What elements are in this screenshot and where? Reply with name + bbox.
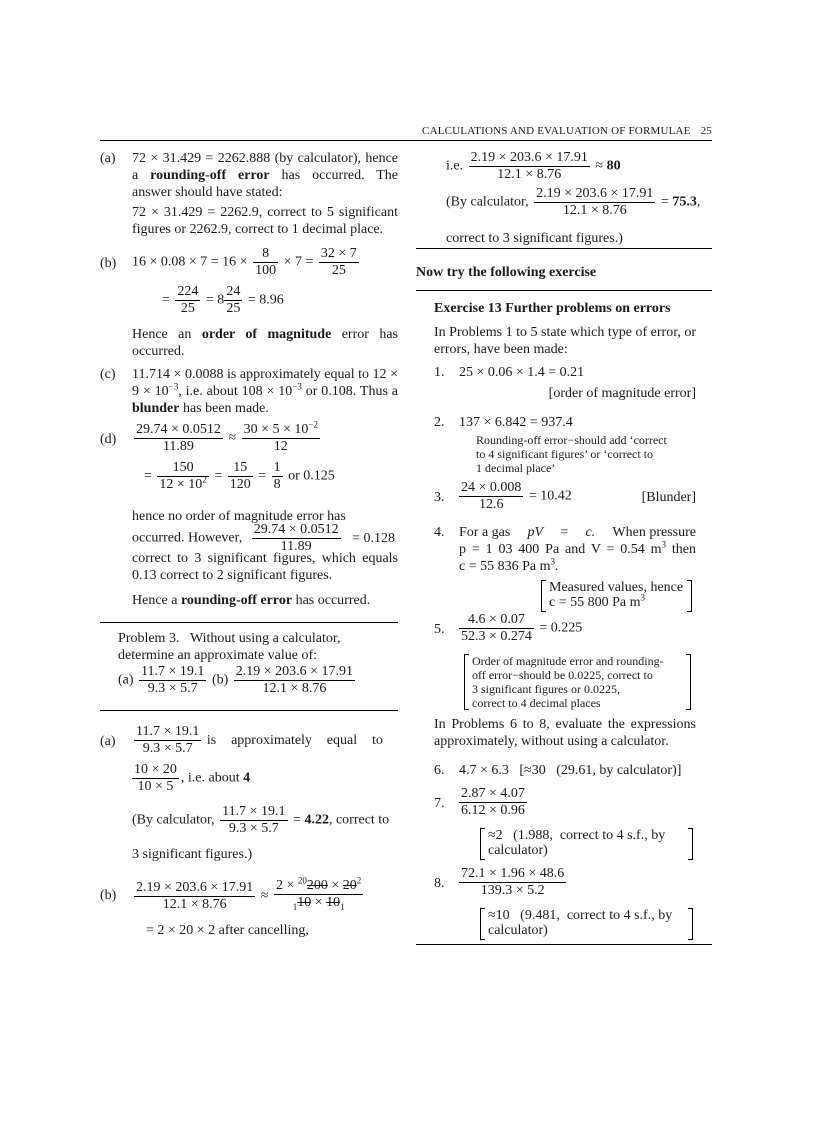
label: (b) bbox=[211, 672, 229, 688]
bold-result: 75.3 bbox=[672, 194, 697, 210]
eq-text: 16 × 0.08 × 7 = 16 × bbox=[132, 254, 248, 270]
numerator: 15 bbox=[233, 460, 248, 475]
denominator bbox=[157, 476, 208, 493]
text: is approximately equal to bbox=[206, 732, 383, 748]
running-header bbox=[0, 123, 712, 140]
section-rule bbox=[100, 710, 398, 711]
fraction bbox=[242, 419, 320, 455]
eq-text: = bbox=[293, 812, 305, 828]
item-number: 3. bbox=[434, 490, 445, 505]
cancelled-term: 20 bbox=[342, 878, 357, 893]
problem-title: Problem 3. bbox=[118, 631, 180, 646]
bold-term: order of magnitude bbox=[201, 327, 332, 342]
item-answer: calculator) bbox=[488, 923, 548, 938]
equation-line bbox=[132, 419, 398, 455]
denominator: 12.1 × 8.76 bbox=[134, 896, 255, 913]
equation-line bbox=[132, 724, 398, 757]
eq-text: = 10.42 bbox=[528, 488, 572, 504]
exponent: −3 bbox=[168, 381, 179, 392]
text: Without using a calculator, determine an approximate value of: bbox=[118, 631, 341, 663]
exponent: 2 bbox=[202, 474, 207, 485]
item-number: 1. bbox=[434, 365, 445, 380]
equation-line bbox=[144, 460, 398, 493]
numerator: 29.74 × 0.0512 bbox=[253, 522, 339, 537]
text: . bbox=[555, 559, 559, 574]
bold-result: 80 bbox=[606, 158, 621, 174]
item-answer: ≈2 (1.988, correct to 4 s.f., by bbox=[488, 828, 666, 843]
text: When pressure bbox=[612, 525, 696, 540]
fraction bbox=[459, 612, 534, 645]
numerator: 10 × 20 bbox=[134, 762, 177, 777]
eq-text: = bbox=[258, 468, 267, 484]
text: (By calculator, bbox=[446, 194, 529, 210]
header-rule bbox=[100, 140, 712, 141]
fraction bbox=[459, 786, 527, 819]
numerator: 224 bbox=[177, 284, 199, 299]
denominator: 9.3 × 5.7 bbox=[139, 680, 206, 697]
stated-answer: 72 × 31.429 = 2262.9, correct to 5 significant figures or 2262.9, correct to 1 decimal place. bbox=[132, 205, 398, 237]
eq-text: = 8.96 bbox=[247, 292, 284, 308]
item-answer: Measured values, hence bbox=[549, 580, 684, 595]
fraction bbox=[139, 664, 206, 697]
numerator: 29.74 × 0.0512 bbox=[136, 422, 221, 437]
item-answer: to 4 significant figures’ or ‘correct to bbox=[476, 447, 654, 461]
denominator bbox=[274, 894, 363, 915]
item-text: 4.7 × 6.3 [≈30 (29.61, by calculator)] bbox=[459, 763, 682, 778]
approx-sign: ≈ bbox=[260, 888, 269, 904]
text: c = 55 800 Pa m bbox=[549, 595, 641, 610]
math-var: c. bbox=[585, 525, 596, 540]
item-text: 25 × 0.06 × 1.4 = 0.21 bbox=[459, 365, 585, 380]
text: or 0.108. Thus a bbox=[301, 384, 398, 399]
text: correct to 3 significant figures.) bbox=[446, 231, 623, 246]
fraction bbox=[157, 460, 208, 493]
denominator: 12 bbox=[242, 438, 320, 455]
text: Hence a bbox=[132, 593, 181, 608]
text: 3 significant figures.) bbox=[132, 847, 253, 862]
denominator: 9.3 × 5.7 bbox=[134, 740, 201, 757]
denominator: 11.89 bbox=[252, 538, 341, 555]
item-label: (c) bbox=[100, 367, 116, 382]
text: = bbox=[560, 525, 569, 540]
eq-text: or 0.125 bbox=[288, 468, 335, 484]
bracket-left bbox=[541, 580, 546, 612]
equation-line bbox=[459, 612, 712, 645]
approx-sign: ≈ bbox=[595, 158, 607, 174]
bold-term: rounding-off error bbox=[180, 593, 293, 608]
item-text: 137 × 6.842 = 937.4 bbox=[459, 415, 573, 430]
solution-text bbox=[132, 366, 398, 417]
denominator: 12.1 × 8.76 bbox=[234, 680, 355, 697]
exponent: −3 bbox=[292, 381, 302, 392]
item-answer: Rounding-off error−should add ‘correct bbox=[476, 433, 667, 447]
item-answer: ≈10 (9.481, correct to 4 s.f., by bbox=[488, 908, 673, 923]
cancelled-term: 10 bbox=[297, 895, 312, 910]
item-number: 8. bbox=[434, 876, 445, 891]
text: i.e. bbox=[446, 158, 464, 174]
text: c = 55 836 Pa m bbox=[459, 559, 551, 574]
fraction bbox=[132, 762, 179, 795]
numerator: 2.19 × 203.6 × 17.91 bbox=[136, 879, 254, 895]
section-rule bbox=[100, 622, 398, 623]
item-number: 4. bbox=[434, 525, 445, 540]
exercise-title: Exercise 13 Further problems on errors bbox=[434, 301, 671, 316]
numerator bbox=[242, 419, 320, 438]
numerator: 150 bbox=[172, 460, 194, 475]
item-number: 6. bbox=[434, 763, 445, 778]
item-answer: [order of magnitude error] bbox=[548, 386, 696, 401]
text: 12 × 10 bbox=[159, 477, 203, 492]
numerator: 4.6 × 0.07 bbox=[468, 612, 525, 627]
numerator: 8 bbox=[262, 246, 270, 261]
equation-line bbox=[459, 786, 712, 819]
text: 30 × 5 × 10 bbox=[243, 422, 309, 437]
approx-sign: ≈ bbox=[228, 430, 237, 446]
denominator: 6.12 × 0.96 bbox=[461, 803, 525, 818]
exponent: 3 bbox=[550, 556, 555, 567]
bracket-left bbox=[480, 908, 485, 940]
denominator: 100 bbox=[255, 263, 277, 278]
bracket-left bbox=[480, 828, 485, 860]
text: , bbox=[696, 194, 701, 210]
item-label: (b) bbox=[100, 888, 117, 903]
item-text-line bbox=[459, 541, 696, 558]
denominator: 139.3 × 5.2 bbox=[459, 882, 566, 899]
equation-line bbox=[459, 866, 712, 899]
bold-result: 4 bbox=[243, 770, 251, 786]
text: 2 × bbox=[275, 878, 298, 893]
denominator: 12.6 bbox=[459, 496, 523, 513]
numerator: 1 bbox=[273, 460, 281, 475]
bold-term: rounding-off error bbox=[150, 168, 270, 183]
numerator: 24 bbox=[226, 284, 241, 299]
text: error has occurred. bbox=[132, 327, 398, 359]
item-answer: 3 significant figures or 0.0225, bbox=[472, 682, 620, 696]
cancel-result: 20 bbox=[297, 875, 307, 886]
cancel-result: 1 bbox=[292, 901, 298, 912]
item-answer bbox=[549, 594, 712, 611]
eq-text: = bbox=[660, 194, 673, 210]
eq-text: = bbox=[214, 468, 223, 484]
item-answer: Order of magnitude error and rounding- bbox=[472, 654, 664, 668]
item-answer: off error−should be 0.0225, correct to bbox=[472, 668, 653, 682]
denominator: 25 bbox=[226, 301, 241, 316]
text: , correct to bbox=[328, 812, 390, 828]
item-answer: 1 decimal place’ bbox=[476, 461, 556, 475]
eq-text: = 8 bbox=[205, 292, 225, 308]
item-answer: calculator) bbox=[488, 843, 548, 858]
cancelled-term: 10 bbox=[326, 895, 341, 910]
header-title: CALCULATIONS AND EVALUATION OF FORMULAE bbox=[422, 125, 691, 137]
equation-line bbox=[132, 246, 398, 279]
fraction bbox=[134, 422, 223, 455]
numerator: 2.19 × 203.6 × 17.91 bbox=[235, 664, 354, 679]
text: × bbox=[311, 895, 327, 910]
fraction bbox=[224, 284, 242, 317]
fraction bbox=[220, 804, 287, 837]
denominator: 52.3 × 0.274 bbox=[461, 629, 532, 644]
text: Hence an bbox=[132, 327, 202, 342]
equation-line bbox=[132, 762, 398, 795]
eq-text: = bbox=[162, 292, 170, 308]
now-try-heading: Now try the following exercise bbox=[416, 265, 597, 280]
denominator: 8 bbox=[273, 477, 281, 492]
section-rule bbox=[416, 248, 712, 249]
bracket-left bbox=[464, 654, 469, 710]
numerator: 2.87 × 4.07 bbox=[461, 786, 525, 801]
exponent: 3 bbox=[661, 539, 667, 550]
denominator: 12.1 × 8.76 bbox=[534, 202, 655, 219]
text: , i.e. about 108 × 10 bbox=[178, 384, 293, 399]
text: V = 0.54 m bbox=[590, 542, 662, 557]
exercise-intro: In Problems 6 to 8, evaluate the expressions approximately, without using a calculator. bbox=[434, 717, 696, 749]
item-label: (a) bbox=[100, 734, 116, 749]
item-number: 7. bbox=[434, 796, 445, 811]
denominator: 120 bbox=[229, 477, 251, 492]
item-number: 2. bbox=[434, 415, 445, 430]
numerator: 11.7 × 19.1 bbox=[222, 804, 286, 819]
exercise-intro: In Problems 1 to 5 state which type of error, or errors, have been made: bbox=[434, 325, 696, 357]
exponent: 3 bbox=[640, 592, 645, 603]
math-var: pV bbox=[527, 525, 544, 540]
text: , i.e. about bbox=[180, 770, 244, 786]
numerator: 24 × 0.008 bbox=[461, 480, 522, 495]
label: (a) bbox=[118, 672, 134, 688]
item-answer: correct to 4 decimal places bbox=[472, 696, 601, 710]
cancel-result: 2 bbox=[356, 875, 362, 886]
text: (By calculator, bbox=[132, 812, 215, 828]
item-text-line bbox=[459, 558, 712, 575]
solution-text: 72 × 31.429 = 2262.888 (by calculator), hence a bbox=[132, 151, 398, 183]
text: × bbox=[327, 878, 343, 893]
cancel-result: 1 bbox=[340, 901, 345, 912]
numerator: 72.1 × 1.96 × 48.6 bbox=[461, 866, 565, 881]
eq-text: × 7 = bbox=[283, 254, 314, 270]
conclusion bbox=[132, 592, 398, 609]
item-label: (a) bbox=[100, 151, 116, 166]
denominator: 25 bbox=[175, 300, 200, 317]
text: has occurred. bbox=[292, 593, 371, 608]
text: then bbox=[666, 542, 697, 557]
page-number: 25 bbox=[700, 125, 712, 137]
numerator: 2.19 × 203.6 × 17.91 bbox=[536, 186, 654, 201]
fraction bbox=[459, 866, 566, 899]
problem-expressions bbox=[118, 664, 357, 697]
text: p = 1 03 400 Pa and bbox=[459, 542, 586, 557]
bold-term: blunder bbox=[132, 401, 180, 416]
item-answer: [Blunder] bbox=[641, 490, 696, 505]
fraction bbox=[319, 246, 359, 279]
eq-text: = 0.128 bbox=[352, 530, 396, 546]
item-label: (d) bbox=[100, 432, 117, 447]
cancelled-term: 200 bbox=[306, 878, 328, 893]
item-number: 5. bbox=[434, 622, 445, 637]
item-text-line bbox=[459, 524, 696, 541]
text: 11.714 × 0.0088 is approximately equal to 12 × 9 × 10 bbox=[132, 367, 398, 399]
text: = 2 × 20 × 2 after cancelling, bbox=[146, 923, 309, 938]
exponent: −2 bbox=[308, 419, 318, 430]
fraction bbox=[253, 246, 278, 279]
numerator: 11.7 × 19.1 bbox=[141, 664, 205, 679]
numerator bbox=[274, 875, 363, 894]
denominator: 10 × 5 bbox=[132, 778, 179, 795]
equation-line bbox=[132, 804, 398, 837]
fraction bbox=[228, 460, 253, 493]
text: occurred. However, bbox=[132, 530, 243, 546]
numerator: 2.19 × 203.6 × 17.91 bbox=[470, 150, 588, 165]
denominator: 25 bbox=[319, 262, 359, 279]
item-label: (b) bbox=[100, 256, 117, 271]
equation-line bbox=[446, 150, 712, 183]
fraction bbox=[534, 186, 655, 219]
cancel-fraction bbox=[274, 875, 363, 915]
equation-line bbox=[132, 875, 398, 915]
fraction bbox=[134, 880, 255, 913]
text: For a gas bbox=[459, 525, 511, 540]
numerator: 32 × 7 bbox=[320, 246, 357, 261]
fraction bbox=[272, 460, 283, 493]
denominator: 12.1 × 8.76 bbox=[469, 166, 590, 183]
solution-text: has occurred. The answer should have stated: bbox=[132, 168, 398, 200]
fraction bbox=[175, 284, 200, 317]
bold-result: 4.22 bbox=[304, 812, 329, 828]
text: correct to 3 significant figures, which equals 0.13 correct to 2 significant figures. bbox=[132, 551, 398, 583]
fraction bbox=[234, 664, 355, 697]
section-rule bbox=[416, 290, 712, 291]
denominator: 9.3 × 5.7 bbox=[220, 820, 287, 837]
eq-text: = 0.225 bbox=[539, 620, 583, 636]
eq-text: = bbox=[144, 468, 152, 484]
problem-statement bbox=[118, 630, 378, 664]
text: hence no order of magnitude error has bbox=[132, 509, 346, 524]
equation-line bbox=[162, 284, 398, 317]
section-rule bbox=[416, 944, 712, 945]
equation-line bbox=[446, 186, 712, 219]
denominator: 11.89 bbox=[134, 438, 223, 455]
conclusion bbox=[132, 326, 398, 360]
text: has been made. bbox=[179, 401, 269, 416]
fraction bbox=[469, 150, 590, 183]
fraction bbox=[134, 724, 201, 757]
numerator: 11.7 × 19.1 bbox=[136, 724, 200, 739]
